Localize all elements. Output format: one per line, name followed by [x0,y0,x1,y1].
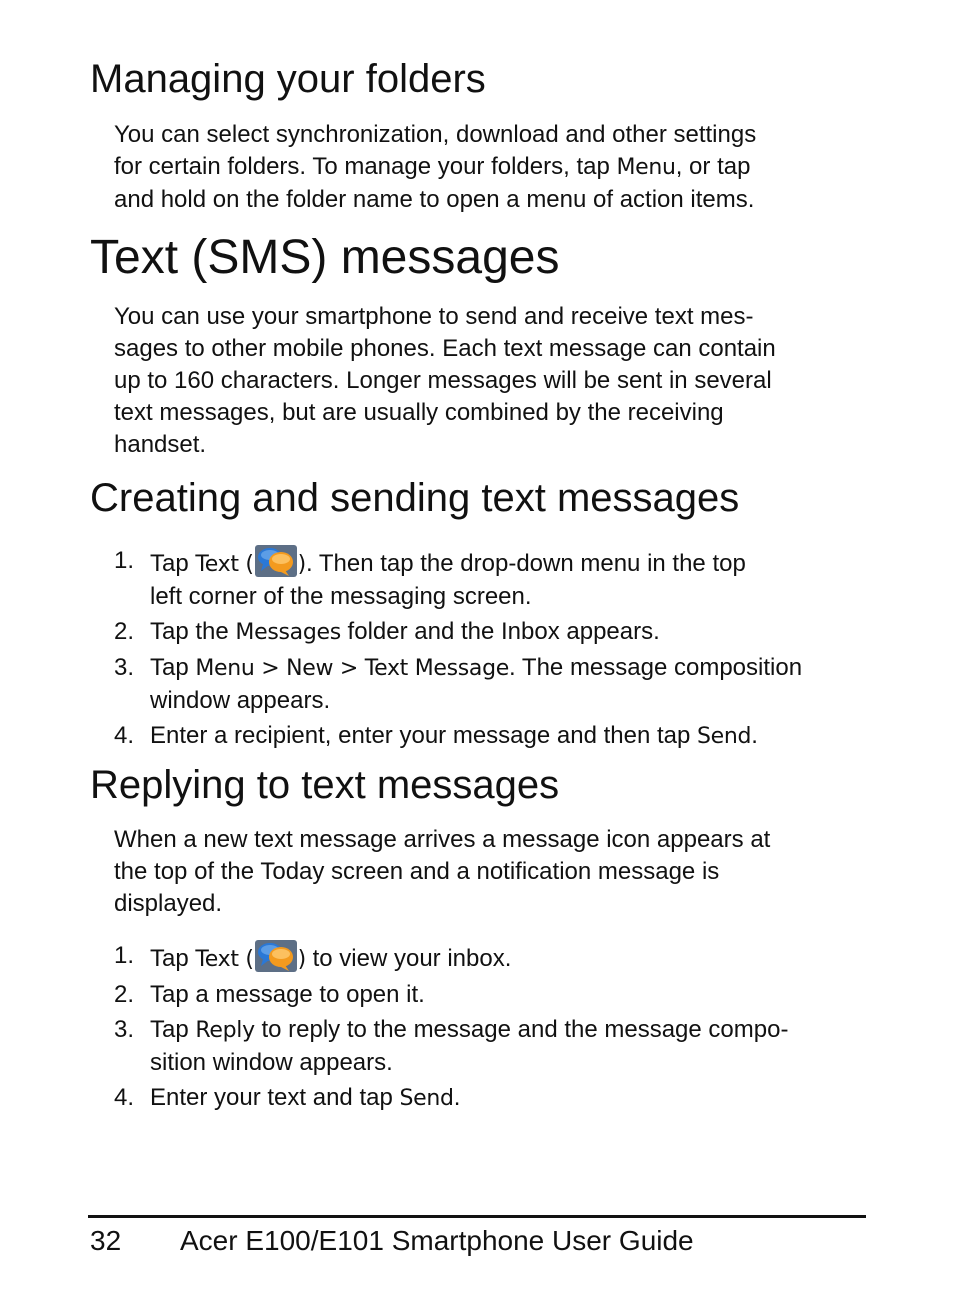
step-number: 4. [114,722,135,749]
step-number: 3. [114,654,135,681]
step-item: 1. Tap Text ( ) to view your inbox. [114,942,512,972]
step-number: 3. [114,1016,135,1043]
ui-term-text: Text ( ) [195,552,306,577]
paragraph-replying-intro [114,824,874,920]
text-line: You can use your smartphone to send and receive text mes- [114,303,754,330]
text-line: the top of the Today screen and a notification message is [114,858,720,885]
footer-title: Acer E100/E101 Smartphone User Guide [180,1225,694,1256]
heading-managing-folders: Managing your folders [90,57,486,101]
page-footer [90,1222,694,1260]
ui-term-send: Send [399,1086,454,1111]
heading-text-sms-messages: Text (SMS) messages [90,231,560,284]
step-number: 1. [114,547,135,574]
ui-term-menu: Menu [616,155,676,180]
text-line: sages to other mobile phones. Each text message can contain [114,335,776,362]
text-messaging-icon [255,545,297,577]
ui-term-text: Text ( ) [195,947,306,972]
step-number: 2. [114,618,135,645]
step-item: 3. Tap Reply to reply to the message and the message compo- sition window appears. [114,1016,789,1076]
text-messaging-icon [255,940,297,972]
step-number: 1. [114,942,135,969]
text-line: for certain folders. To manage your folders, tap Menu, or tap [114,153,751,180]
ui-term-reply: Reply [195,1018,255,1043]
step-item: 1. Tap Text ( ). Then tap the drop-down menu in the top left corner of the messaging screen. [114,547,746,610]
text-line: text messages, but are usually combined by the receiving [114,399,724,426]
text-line: You can select synchronization, download and other settings [114,121,757,148]
ui-term-messages: Messages [235,620,341,645]
step-number: 4. [114,1084,135,1111]
footer-divider [88,1215,866,1218]
steps-creating-sending [114,545,874,756]
heading-replying: Replying to text messages [90,763,560,807]
heading-creating-sending: Creating and sending text messages [90,476,740,520]
step-item: 4. Enter your text and tap Send. [114,1082,874,1115]
step-item: 3. Tap Menu > New > Text Message. The message composition window appears. [114,654,803,714]
text-line: up to 160 characters. Longer messages will be sent in several [114,367,772,394]
steps-replying [114,940,874,1118]
step-item: 2. Tap the Messages folder and the Inbox appears. [114,616,874,649]
paragraph-managing-folders [114,119,874,216]
ui-term-menu-path: Menu > New > Text Message [195,656,510,681]
page-number: 32 [90,1225,122,1256]
step-number: 2. [114,981,135,1008]
text-line: When a new text message arrives a message icon appears at [114,826,771,853]
text-line: handset. [114,431,207,458]
step-item: 2. Tap a message to open it. [114,979,874,1011]
paragraph-sms-intro [114,301,874,461]
text-line: and hold on the folder name to open a menu of action items. [114,186,755,213]
ui-term-send: Send [697,724,752,749]
text-line: displayed. [114,890,223,917]
step-item: 4. Enter a recipient, enter your message and then tap Send. [114,720,874,753]
